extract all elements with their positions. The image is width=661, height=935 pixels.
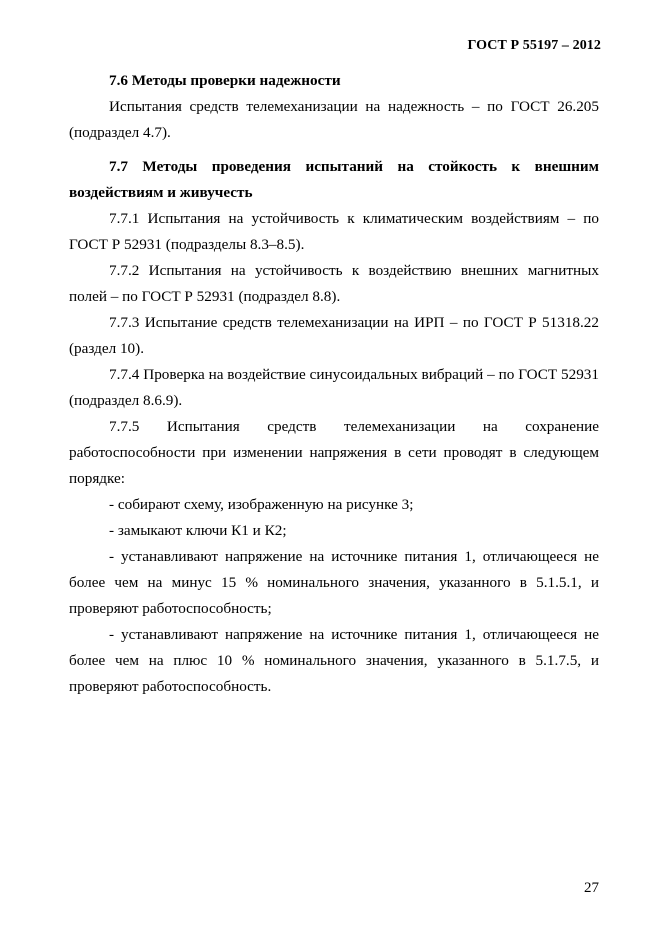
section-heading-7-7: 7.7 Методы проведения испытаний на стойкость к внешним воздействиям и живучесть bbox=[69, 158, 599, 201]
paragraph-7-7-2: 7.7.2 Испытания на устойчивость к воздействию внешних магнитных полей – по ГОСТ Р 52931 (подраздел 8.8). bbox=[69, 262, 599, 305]
paragraph-7-7-1: 7.7.1 Испытания на устойчивость к климатическим воздействиям – по ГОСТ Р 52931 (подразделы 8.3–8.5). bbox=[69, 210, 599, 253]
list-item-voltage-plus: - устанавливают напряжение на источнике питания 1, отличающееся не более чем на плюс 10 % номинального значения, указанного в 5.1.7.5, и проверяют работоспособность. bbox=[69, 626, 599, 695]
paragraph-7-6-reliability: Испытания средств телемеханизации на надежность – по ГОСТ 26.205 (подраздел 4.7). bbox=[69, 98, 599, 141]
page-number: 27 bbox=[584, 880, 599, 896]
list-item-voltage-minus: - устанавливают напряжение на источнике питания 1, отличающееся не более чем на минус 15 % номинального значения, указанного в 5.1.5.1, и проверяют работоспособность; bbox=[69, 548, 599, 617]
list-item-assemble-circuit: - собирают схему, изображенную на рисунке 3; bbox=[109, 496, 414, 513]
section-heading-7-6: 7.6 Методы проверки надежности bbox=[109, 72, 341, 89]
document-header: ГОСТ Р 55197 – 2012 bbox=[467, 38, 601, 53]
document-body bbox=[69, 68, 599, 700]
paragraph-7-7-5: 7.7.5 Испытания средств телемеханизации на сохранение работоспособности при изменении напряжения в сети проводят в следующем порядке: bbox=[69, 418, 599, 487]
paragraph-7-7-4: 7.7.4 Проверка на воздействие синусоидальных вибраций – по ГОСТ 52931 (подраздел 8.6.9). bbox=[69, 366, 599, 409]
paragraph-7-7-3: 7.7.3 Испытание средств телемеханизации на ИРП – по ГОСТ Р 51318.22 (раздел 10). bbox=[69, 314, 599, 357]
list-item-close-switches: - замыкают ключи К1 и К2; bbox=[109, 522, 287, 539]
